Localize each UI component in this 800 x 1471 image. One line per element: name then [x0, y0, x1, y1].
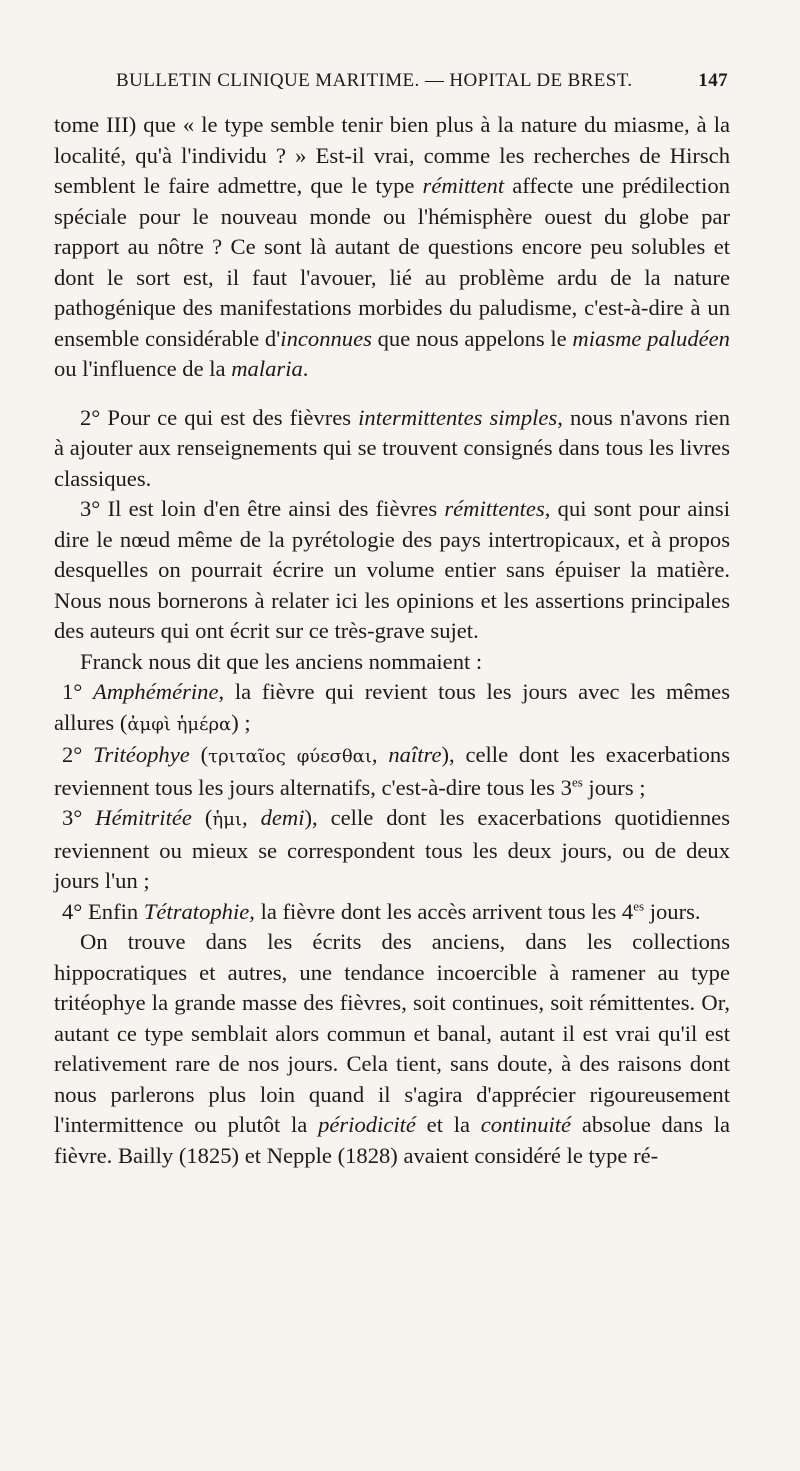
text-run: jours ; [582, 774, 646, 800]
list-item-tetratophie [54, 897, 730, 928]
text-run: jours. [644, 898, 701, 924]
ordinal-superscript: es [571, 773, 583, 789]
text-run: ( [191, 805, 213, 830]
italic-term: Tétratophie [143, 898, 250, 924]
text-run: , la fièvre qui revient tous les jours avec les mêmes allures ( [54, 679, 730, 735]
italic-term: rémittentes [444, 496, 545, 521]
italic-term: malaria [231, 356, 303, 381]
italic-term: intermittentes simples [358, 404, 558, 430]
running-header [116, 70, 728, 100]
text-run: tome III) que « le type semble tenir bien plus à la nature du miasme, à la localité, qu'à l'individu ? » Est-il vrai, comme les recherches de Hirsch semblent le faire admettre, que le type [54, 112, 730, 198]
paragraph-franck [54, 647, 730, 678]
paragraph-intermittent [54, 403, 730, 495]
greek-text: ἡμι [212, 809, 242, 830]
text-run: 1° [62, 679, 94, 704]
text-run: ou l'influence de la [54, 356, 232, 381]
italic-term: inconnues [280, 325, 372, 351]
text-run: 2° Pour ce qui est des fièvres [80, 404, 359, 430]
text-run: ), celle dont les exacerbations quotidiennes reviennent ou mieux se correspondent tous les deux jours, ou de deux jours l'un ; [54, 805, 730, 893]
text-run: On trouve dans les écrits des anciens, dans les collections hippocratiques et autres, une tendance incoercible à ramener au type tritéophye la grande masse des fièvres, soit continues, soit rémittentes. Or, autant ce type semblait alors commun et banal, autant il est vrai qu'il est relativement rare de nos jours. Cela tient, sans doute, à des raisons dont nous parlerons plus loin quand il s'agira d'apprécier rigoureusement l'intermittence ou plutôt la [54, 929, 730, 1137]
running-title: BULLETIN CLINIQUE MARITIME. — HOPITAL DE BREST. [116, 70, 633, 91]
paragraph-ancients [54, 927, 730, 1171]
italic-term: Hémitritée [95, 805, 192, 830]
ordinal-superscript: es [633, 897, 645, 913]
text-run: , [371, 742, 389, 767]
italic-term: Tritéophye [93, 742, 190, 767]
paragraph-remittent [54, 494, 730, 647]
text-run: que nous appelons le [371, 325, 573, 351]
italic-term: continuité [480, 1112, 572, 1137]
text-run: ) ; [231, 709, 251, 735]
italic-term: rémittent [422, 173, 505, 198]
text-run: et la [415, 1112, 481, 1137]
text-run: . [302, 356, 309, 381]
text-run: 2° [62, 742, 94, 767]
text-run: ( [189, 742, 209, 767]
italic-term: demi [260, 805, 305, 830]
text-run: absolue dans la fièvre. Bailly (1825) et Nepple (1828) avaient considéré le type ré- [54, 1112, 730, 1168]
text-run: 4° Enfin [62, 898, 144, 924]
text-run: , qui sont pour ainsi dire le nœud même de la pyrétologie des pays intertropicaux, et à propos desquelles on pourrait écrire un volume entier sans épuiser la matière. Nous nous bornerons à relater ici les opinions et les assertions principales des auteurs qui ont écrit sur ce très-grave sujet. [54, 496, 730, 643]
italic-term: Amphémérine [93, 679, 219, 704]
italic-term: miasme paludéen [572, 325, 730, 351]
text-run: , [241, 805, 261, 830]
italic-term: périodicité [318, 1112, 416, 1137]
page-number: 147 [698, 70, 728, 91]
text-run: ), celle dont les exacerbations reviennent tous les jours alternatifs, c'est-à-dire tous les 3 [54, 742, 730, 800]
text-run: Franck nous dit que les anciens nommaient : [80, 648, 483, 674]
list-item-hemitritee [54, 803, 730, 897]
body-text [54, 110, 730, 1171]
paragraph-miasma [54, 110, 730, 385]
text-run: affecte une prédilection spéciale pour le nouveau monde ou l'hémisphère ouest du globe par rapport au nôtre ? Ce sont là autant de questions encore peu solubles et dont le sort est, il faut l'avouer, lié au problème ardu de la nature pathogénique des manifestations morbides du paludisme, c'est-à-dire à un ensemble considérable d' [54, 173, 730, 351]
greek-text: τριταῖος φύεσθαι [208, 746, 372, 767]
text-run: , nous n'avons rien à ajouter aux renseignements qui se trouvent consignés dans tous les livres classiques. [54, 404, 731, 491]
greek-text: ἀμφὶ ἡμέρα [127, 713, 232, 735]
text-run: , la fièvre dont les accès arrivent tous les 4 [249, 898, 634, 924]
list-item-amphemerine [54, 677, 730, 740]
text-run: 3° Il est loin d'en être ainsi des fièvres [80, 496, 445, 521]
text-run: 3° [62, 805, 96, 830]
italic-term: naître [388, 742, 442, 767]
list-item-triteophye [54, 740, 730, 803]
